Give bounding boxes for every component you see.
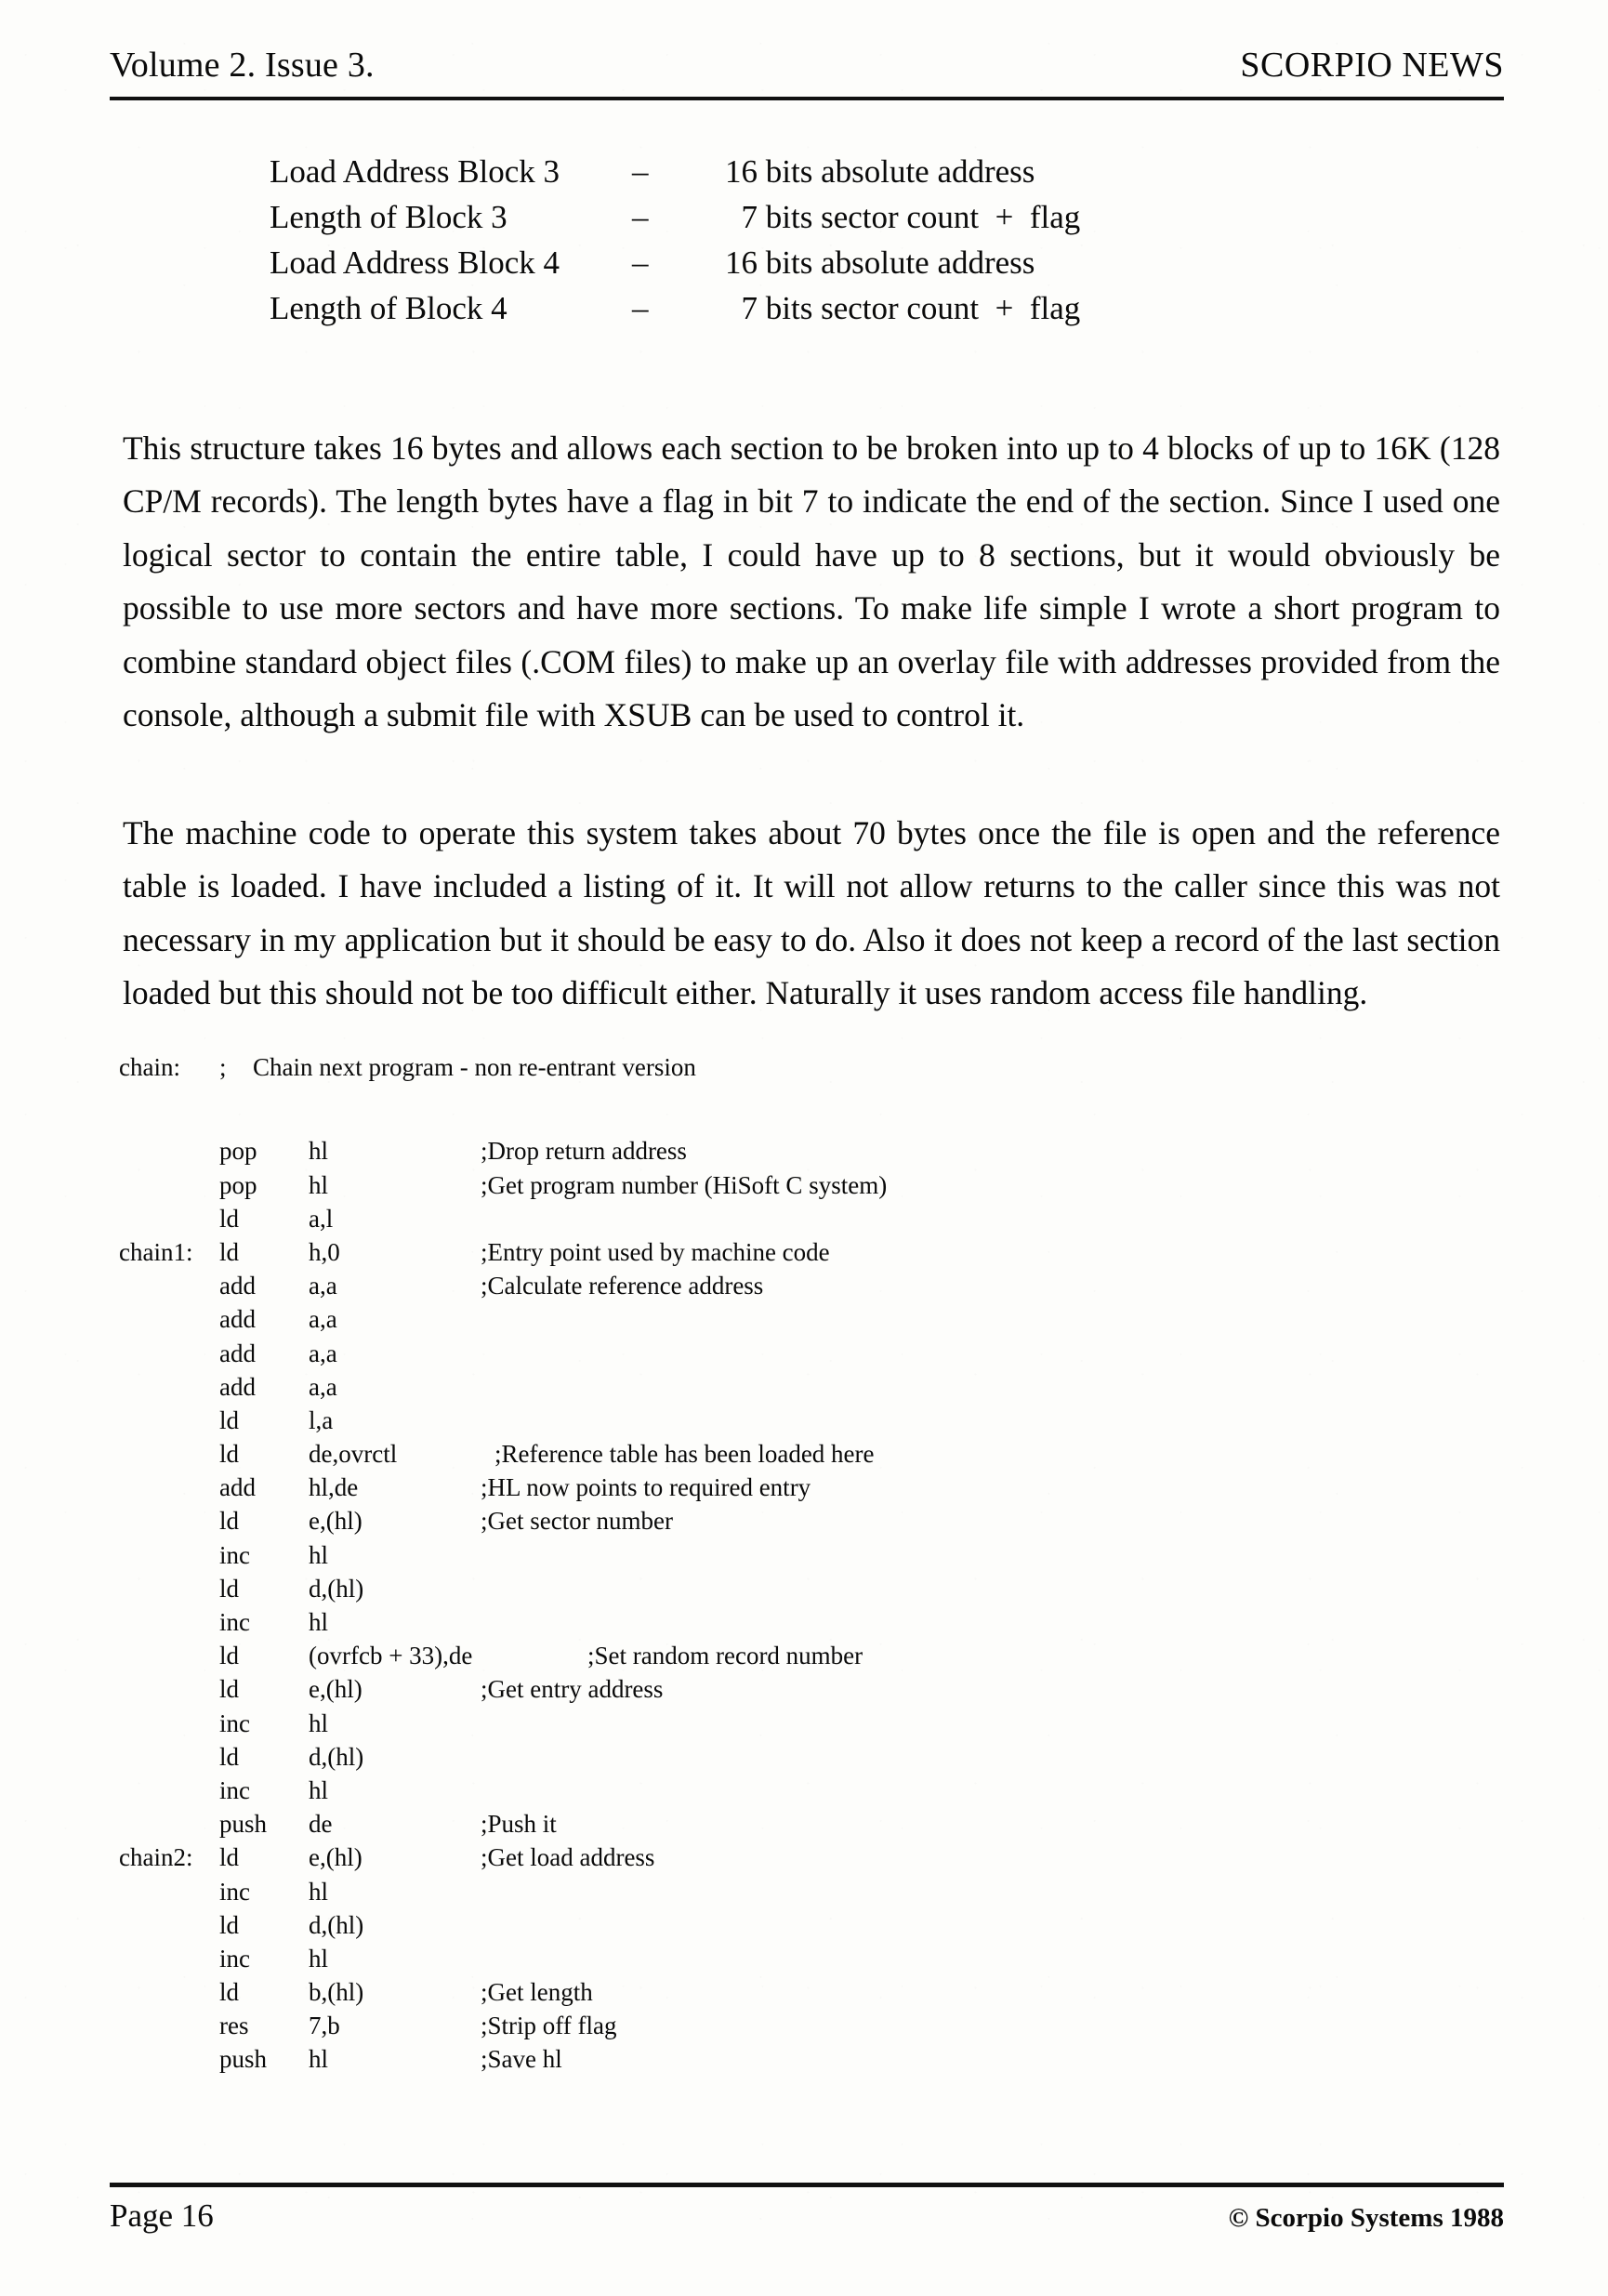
code-comment: ;Get load address — [481, 1843, 655, 1872]
code-label: chain1: — [119, 1237, 193, 1266]
code-opcode: res — [219, 2012, 249, 2040]
spec-value: 16 bits absolute address — [725, 244, 1035, 281]
assembly-listing — [119, 1050, 1513, 2077]
table-row — [270, 194, 1255, 240]
code-operand: (ovrfcb + 33),de — [309, 1642, 473, 1670]
code-opcode: push — [219, 2045, 268, 2074]
code-comment: ;Get length — [481, 1978, 593, 2007]
table-row — [270, 285, 1255, 331]
code-operand: hl — [309, 1170, 329, 1199]
code-operand: hl — [309, 1775, 329, 1804]
code-label — [119, 1538, 219, 1572]
code-label — [119, 1740, 219, 1774]
body-paragraph-2: The machine code to operate this system takes about 70 bytes once the file is open and the reference table is loaded. I have included a listing of it. It will not allow returns to the caller since this was not necessary in my application but it should be easy to do. Also it does not keep a record of the last section loaded but this should not be too difficult either. Naturally it uses random access file handling. — [123, 813, 1500, 1011]
code-operand: hl — [309, 1540, 329, 1569]
code-label: chain2: — [119, 1843, 193, 1872]
code-operand: de — [309, 1810, 333, 1839]
spec-dash: – — [632, 199, 649, 235]
listing-blank-line — [119, 1117, 1513, 1134]
spec-dash: – — [632, 153, 649, 190]
code-label — [119, 1437, 219, 1471]
block-spec-table — [270, 149, 1255, 331]
code-line — [119, 1740, 1513, 1774]
code-opcode: add — [219, 1372, 256, 1401]
code-opcode: ld — [219, 1642, 240, 1670]
code-line — [119, 2009, 1513, 2042]
code-label — [119, 1639, 219, 1672]
code-opcode: ld — [219, 1574, 240, 1603]
code-line — [119, 1302, 1513, 1336]
code-operand: hl — [309, 1877, 329, 1906]
code-label — [119, 1269, 219, 1302]
code-opcode: ld — [219, 1978, 240, 2007]
code-label — [119, 1975, 219, 2009]
page-footer — [110, 2197, 1504, 2235]
code-operand: hl — [309, 1137, 329, 1166]
code-label — [119, 1605, 219, 1639]
code-opcode: add — [219, 1473, 256, 1502]
code-operand: a,a — [309, 1272, 337, 1300]
code-operand: hl — [309, 2045, 329, 2074]
code-comment: ;Get sector number — [481, 1507, 673, 1536]
code-label — [119, 1168, 219, 1202]
code-opcode: ld — [219, 1910, 240, 1939]
code-label — [119, 1404, 219, 1437]
code-operand: a,a — [309, 1372, 337, 1401]
code-opcode: ld — [219, 1440, 240, 1469]
code-line — [119, 1672, 1513, 1706]
code-opcode: add — [219, 1339, 256, 1367]
code-line — [119, 1605, 1513, 1639]
code-opcode: pop — [219, 1137, 257, 1166]
code-operand: hl — [309, 1944, 329, 1973]
code-operand: a,a — [309, 1305, 337, 1334]
code-comment: ;Push it — [481, 1810, 557, 1839]
code-comment: ;Entry point used by machine code — [481, 1237, 830, 1266]
spec-label: Length of Block 4 — [270, 290, 507, 326]
code-opcode: pop — [219, 1170, 257, 1199]
table-row — [270, 240, 1255, 285]
code-operand: hl — [309, 1709, 329, 1737]
publication-title: SCORPIO NEWS — [1240, 46, 1504, 85]
code-opcode: ld — [219, 1507, 240, 1536]
code-comment: ;Strip off flag — [481, 2012, 617, 2040]
code-line — [119, 1807, 1513, 1841]
code-operand: 7,b — [309, 2012, 340, 2040]
code-line — [119, 1538, 1513, 1572]
footer-rule — [110, 2183, 1504, 2187]
code-opcode: add — [219, 1305, 256, 1334]
code-comment: ;Set random record number — [587, 1642, 863, 1670]
code-label — [119, 1504, 219, 1537]
code-comment — [481, 1605, 1513, 1639]
code-line — [119, 1774, 1513, 1807]
spec-label: Length of Block 3 — [270, 199, 507, 235]
code-line — [119, 1841, 1513, 1874]
page-number: Page 16 — [110, 2197, 214, 2234]
code-line — [119, 1942, 1513, 1975]
code-label — [119, 1942, 219, 1975]
running-head — [110, 45, 1504, 86]
code-label — [119, 1707, 219, 1740]
table-row — [270, 149, 1255, 194]
code-label — [119, 1370, 219, 1404]
spec-value: 7 bits sector count + flag — [725, 199, 1081, 235]
code-opcode: ld — [219, 1405, 240, 1434]
code-label — [119, 1875, 219, 1908]
code-label — [119, 2009, 219, 2042]
code-opcode: inc — [219, 1877, 250, 1906]
code-line — [119, 1437, 1513, 1471]
code-operand: d,(hl) — [309, 1742, 364, 1771]
code-opcode: add — [219, 1272, 256, 1300]
code-label — [119, 1807, 219, 1841]
code-comment — [481, 1404, 1513, 1437]
code-operand: l,a — [309, 1405, 334, 1434]
code-operand: d,(hl) — [309, 1910, 364, 1939]
code-operand: h,0 — [309, 1237, 340, 1266]
code-operand: de,ovrctl — [309, 1440, 398, 1469]
code-line — [119, 1504, 1513, 1537]
code-line — [119, 1235, 1513, 1269]
code-opcode: inc — [219, 1775, 250, 1804]
code-operand: d,(hl) — [309, 1574, 364, 1603]
code-opcode: ld — [219, 1675, 240, 1704]
code-opcode: inc — [219, 1944, 250, 1973]
spec-dash: – — [632, 290, 649, 326]
code-line — [119, 1202, 1513, 1235]
code-comment — [481, 1302, 1513, 1336]
code-comment: ;Save hl — [481, 2045, 562, 2074]
listing-title-label: chain: — [119, 1053, 180, 1081]
code-comment: ;Reference table has been loaded here — [494, 1440, 875, 1469]
code-operand: e,(hl) — [309, 1843, 362, 1872]
code-operand: a,l — [309, 1204, 334, 1233]
code-opcode: ld — [219, 1742, 240, 1771]
listing-blank-line — [119, 1084, 1513, 1117]
code-operand: hl — [309, 1608, 329, 1636]
code-comment — [481, 1572, 1513, 1605]
copyright-notice: © Scorpio Systems 1988 — [1228, 2203, 1504, 2233]
code-comment — [481, 1774, 1513, 1807]
code-operand: hl,de — [309, 1473, 359, 1502]
code-operand: b,(hl) — [309, 1978, 364, 2007]
code-comment: ;HL now points to required entry — [481, 1473, 811, 1502]
code-line — [119, 1639, 1513, 1672]
body-paragraph-1: This structure takes 16 bytes and allows each section to be broken into up to 4 blocks of up to 16K (128 CP/M records). The length bytes have a flag in bit 7 to indicate the end of the section. Since I used one logical sector to contain the entire table, I could have up to 8 sections, but it would obviously be possible to use more sectors and have more sections. To make life simple I wrote a short program to combine standard object files (.COM files) to make up an overlay file with addresses provided from the console, although a submit file with XSUB can be used to control it. — [123, 429, 1500, 733]
code-comment — [481, 1370, 1513, 1404]
code-line — [119, 1134, 1513, 1168]
code-label — [119, 1672, 219, 1706]
code-label — [119, 1134, 219, 1168]
code-line — [119, 1404, 1513, 1437]
code-line — [119, 1975, 1513, 2009]
code-opcode: inc — [219, 1608, 250, 1636]
code-operand: e,(hl) — [309, 1507, 362, 1536]
code-opcode: push — [219, 1810, 268, 1839]
code-opcode: ld — [219, 1843, 240, 1872]
code-comment — [481, 1707, 1513, 1740]
code-comment — [481, 1908, 1513, 1942]
code-line — [119, 1707, 1513, 1740]
listing-title-semicolon: ; — [219, 1053, 227, 1081]
code-operand: a,a — [309, 1339, 337, 1367]
code-comment: ;Drop return address — [481, 1137, 687, 1166]
spec-label: Load Address Block 3 — [270, 153, 560, 190]
listing-title-comment: Chain next program - non re-entrant version — [253, 1053, 696, 1081]
code-line — [119, 1370, 1513, 1404]
spec-value: 16 bits absolute address — [725, 153, 1035, 190]
code-line — [119, 1572, 1513, 1605]
code-line — [119, 1908, 1513, 1942]
code-opcode: ld — [219, 1204, 240, 1233]
code-comment — [481, 1337, 1513, 1370]
code-operand: e,(hl) — [309, 1675, 362, 1704]
code-comment — [481, 1942, 1513, 1975]
spec-label: Load Address Block 4 — [270, 244, 560, 281]
code-line — [119, 2042, 1513, 2076]
code-comment — [481, 1875, 1513, 1908]
code-label — [119, 1337, 219, 1370]
code-comment — [481, 1202, 1513, 1235]
header-rule — [110, 97, 1504, 100]
code-comment: ;Get program number (HiSoft C system) — [481, 1170, 888, 1199]
code-opcode: inc — [219, 1709, 250, 1737]
code-label — [119, 2042, 219, 2076]
code-line — [119, 1471, 1513, 1504]
code-label — [119, 1908, 219, 1942]
volume-issue: Volume 2. Issue 3. — [110, 46, 375, 85]
spec-dash: – — [632, 244, 649, 281]
spec-value: 7 bits sector count + flag — [725, 290, 1081, 326]
code-comment: ;Calculate reference address — [481, 1272, 764, 1300]
code-line — [119, 1269, 1513, 1302]
code-line — [119, 1875, 1513, 1908]
code-line — [119, 1168, 1513, 1202]
code-line — [119, 1337, 1513, 1370]
code-opcode: inc — [219, 1540, 250, 1569]
code-label — [119, 1302, 219, 1336]
code-comment — [481, 1740, 1513, 1774]
code-label — [119, 1202, 219, 1235]
code-label — [119, 1572, 219, 1605]
code-label — [119, 1774, 219, 1807]
code-label — [119, 1471, 219, 1504]
listing-title-line — [119, 1050, 1513, 1084]
code-comment — [481, 1538, 1513, 1572]
code-comment: ;Get entry address — [481, 1675, 664, 1704]
code-opcode: ld — [219, 1237, 240, 1266]
